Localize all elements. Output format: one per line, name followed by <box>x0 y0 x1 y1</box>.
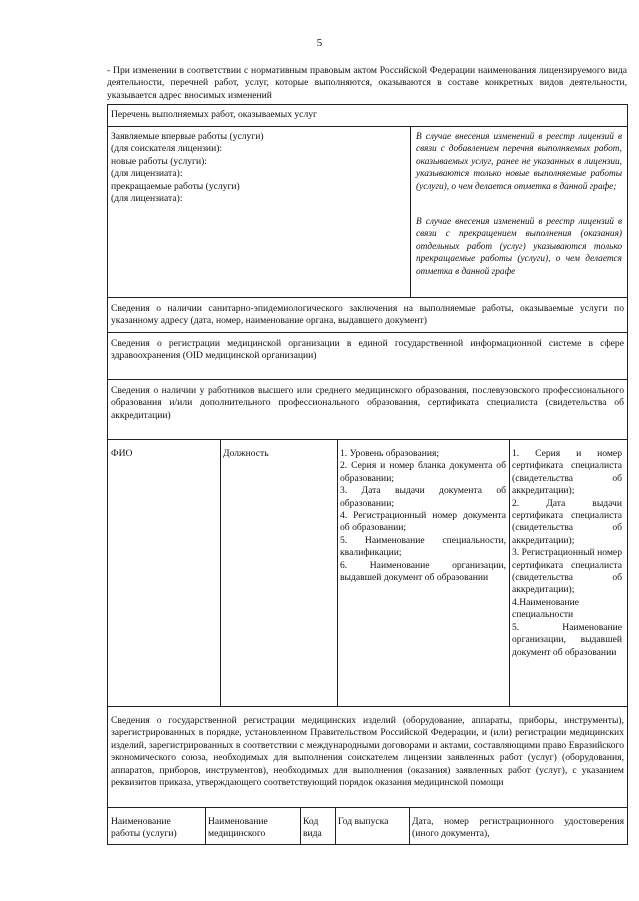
col-certificate: Дата, номер регистрационного удостоверения (иного документа), <box>412 816 624 840</box>
education-item: 4. Регистрационный номер документа об образовании; <box>340 510 506 534</box>
devices-table <box>107 807 628 845</box>
education-item: 1. Уровень образования; <box>340 448 440 459</box>
work-line: Заявляемые впервые работы (услуги) <box>111 131 264 142</box>
work-line: прекращаемые работы (услуги) <box>111 180 240 192</box>
work-line: новые работы (услуги): <box>111 155 207 167</box>
education-item: 3. Дата выдачи документа об образовании; <box>340 485 506 509</box>
certificate-item: 5. Наименование организации, выдавшей документ об образовании <box>512 621 622 658</box>
works-section <box>107 126 628 298</box>
sanitary-text: Сведения о наличии санитарно-эпидемиологического заключения на выполняемые работы, оказываемые услуги по указанному адресу (дата, номер, наименование органа, выдавшего документ) <box>111 303 624 327</box>
work-line: (для соискателя лицензии): <box>111 143 223 155</box>
sanitary-section <box>107 297 628 333</box>
fio-header: ФИО <box>111 448 133 459</box>
works-list-header-box <box>107 104 628 127</box>
intro-paragraph: - При изменении в соответствии с нормативным правовым актом Российской Федерации наименования лицензируемого вида деятельности, перечней работ, услуг, которые выполняются, оказываются в составе конкретных видов деятельности, указывается адрес вносимых изменений <box>107 65 627 101</box>
certificate-item: 3. Регистрационный номер сертификата специалиста (свидетельства об аккредитации); <box>512 547 622 596</box>
column-divider <box>220 440 221 706</box>
registration-text: Сведения о регистрации медицинской организации в единой государственной информационной системе в сфере здравоохранения (OID медицинской организации) <box>111 338 624 362</box>
col-year: Год выпуска <box>338 816 389 827</box>
certificate-item: 1. Серия и номер сертификата специалиста (свидетельства об аккредитации); <box>512 448 622 497</box>
position-header: Должность <box>223 448 269 459</box>
certificate-item: 4.Наименование специальности <box>512 596 579 621</box>
column-divider <box>410 127 411 297</box>
col-work-name: Наименование работы (услуги) <box>111 816 177 840</box>
col-type-code: Код вида <box>303 816 322 840</box>
works-list-header: Перечень выполняемых работ, оказываемых услуг <box>111 109 317 120</box>
devices-text: Сведения о государственной регистрации медицинских изделий (оборудование, аппараты, приборы, инструменты), зарегистрированных в порядке, установленном Правительством Российской Федерации, и (или) регистрации медицинских изделий, зарегистрированных в соответствии с международными договорами и актами, составляющими право Евразийского экономического союза, необходимых для выполнения соискателем лицензии заявленных работ (услуг) (оборудования, аппаратов, приборов, инструментов), необходимых для выполнения (оказания) заявленных работ (услуг), с указанием реквизитов приказа, утверждающего соответствующий порядок оказания медицинской помощи <box>111 715 624 789</box>
devices-section <box>107 706 628 808</box>
work-line: (для лицензиата): <box>111 193 183 205</box>
work-lines <box>108 129 413 207</box>
staff-table <box>107 439 628 707</box>
education-item: 2. Серия и номер бланка документа об образовании; <box>340 460 506 484</box>
note-stopped-works: В случае внесения изменений в реестр лицензий в связи с прекращением выполнения (оказания) отдельных работ (услуг) указываются только прекращаемые работы (услуги), о чем делается отметка в данной графе <box>416 217 622 277</box>
education-text: Сведения о наличии у работников высшего или среднего медицинского образования, послевузовского профессионального образования и/или дополнительного профессионального образования, сертификата специалиста (свидетельства об аккредитации) <box>111 385 624 421</box>
page-number: 5 <box>316 37 323 49</box>
certificate-items <box>509 446 625 661</box>
work-line: (для лицензиата): <box>111 168 183 180</box>
note-added-works: В случае внесения изменений в реестр лицензий в связи с добавлением перечня выполняемых работ, оказываемых услуг, ранее не указанных в лицензии, указываются только новые выполняемые работы (услуги), о чем делается отметка в данной графе; <box>416 132 622 192</box>
education-items <box>337 446 509 586</box>
col-device-name: Наименование медицинского <box>208 816 268 840</box>
certificate-item: 2. Дата выдачи сертификата специалиста (свидетельства об аккредитации); <box>512 497 622 546</box>
education-section <box>107 379 628 440</box>
registration-section <box>107 332 628 380</box>
education-item: 6. Наименование организации, выдавшей документ об образовании <box>340 559 506 584</box>
education-item: 5. Наименование специальности, квалификации; <box>340 534 506 559</box>
